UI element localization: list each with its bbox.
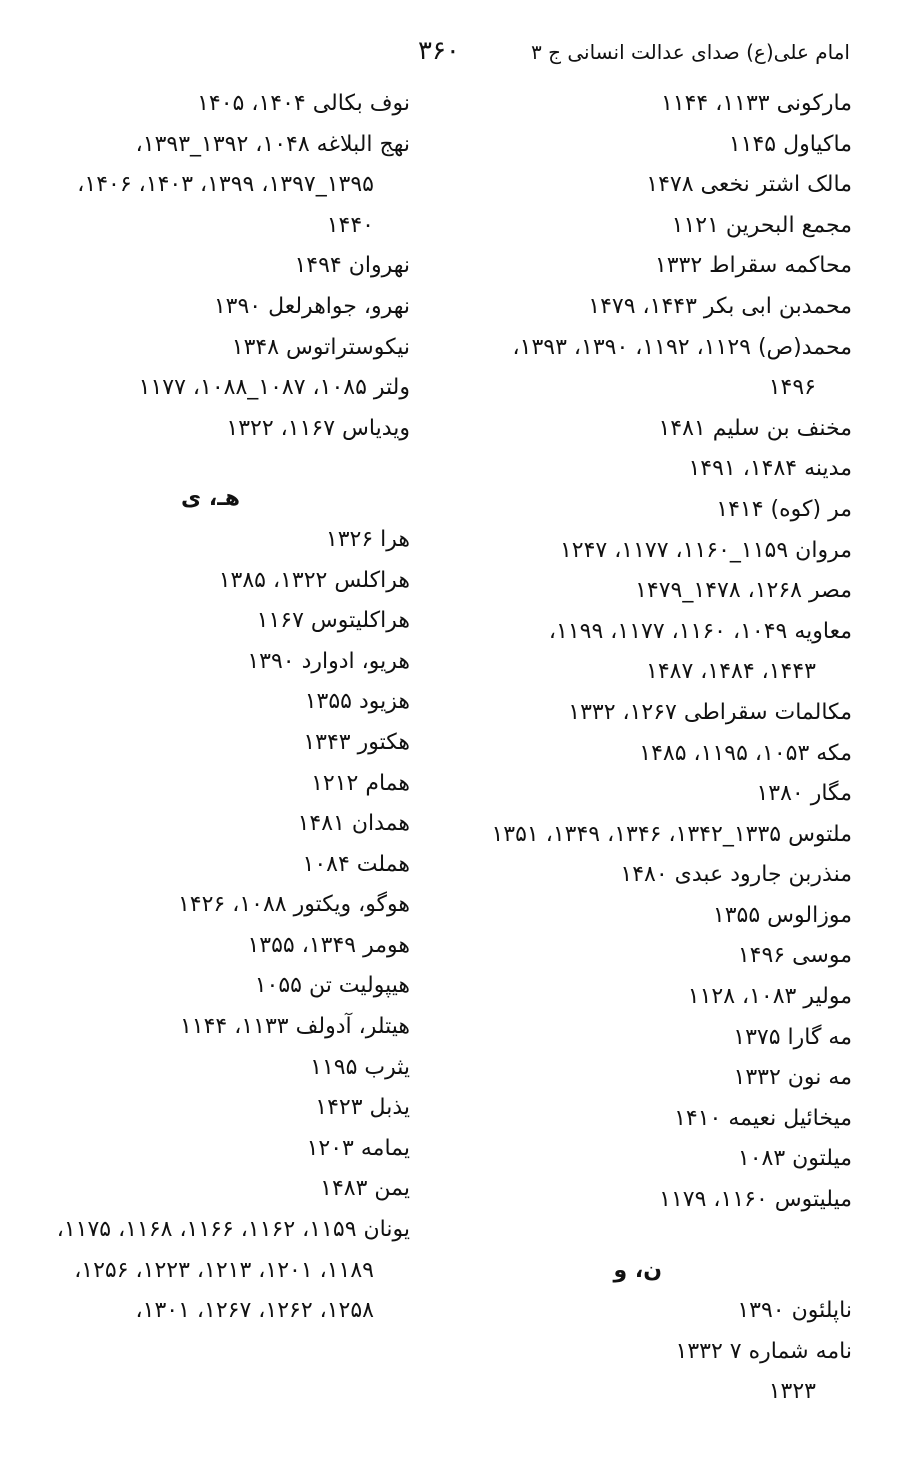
index-entry-continuation: ۱۴۹۶ [768,375,816,401]
index-entry: هیتلر، آدولف ۱۱۳۳، ۱۱۴۴ [179,1014,410,1040]
index-entry: مکه ۱۰۵۳، ۱۱۹۵، ۱۴۸۵ [639,740,852,766]
index-entry: مصر ۱۲۶۸، ۱۴۷۸_۱۴۷۹ [635,578,852,604]
index-entry: موزالوس ۱۳۵۵ [712,902,852,928]
index-entry: هملت ۱۰۸۴ [302,851,410,877]
index-entry-continuation: ۱۴۴۳، ۱۴۸۴، ۱۴۸۷ [646,659,816,685]
index-entry: مکالمات سقراطی ۱۲۶۷، ۱۳۳۲ [568,699,852,725]
index-entry: مگار ۱۳۸۰ [756,781,852,807]
index-entry-continuation: ۱۲۵۸، ۱۲۶۲، ۱۲۶۷، ۱۳۰۱، [135,1298,374,1324]
index-entry: هریو، ادوارد ۱۳۹۰ [247,648,410,674]
index-entry: موسی ۱۴۹۶ [737,943,852,969]
index-entry-continuation: ۱۱۸۹، ۱۲۰۱، ۱۲۱۳، ۱۲۲۳، ۱۲۵۶، [74,1257,374,1283]
index-entry: مالک اشتر نخعی ۱۴۷۸ [646,172,852,198]
page-header [0,36,900,76]
index-entry: یمن ۱۴۸۳ [320,1176,410,1202]
index-entry: ناپلئون ۱۳۹۰ [737,1298,852,1324]
index-entry: نامه شماره ۷ ۱۳۳۲ [675,1338,852,1364]
index-entry: منذربن جارود عبدی ۱۴۸۰ [620,862,852,888]
index-entry: مدینه ۱۴۸۴، ۱۴۹۱ [688,456,852,482]
index-entry: مه نون ۱۳۳۲ [733,1065,852,1091]
index-entry: هومر ۱۳۴۹، ۱۳۵۵ [247,932,410,958]
index-entry: هزیود ۱۳۵۵ [304,689,410,715]
index-entry: یونان ۱۱۵۹، ۱۱۶۲، ۱۱۶۶، ۱۱۶۸، ۱۱۷۵، [56,1217,410,1243]
index-entry: یثرب ۱۱۹۵ [310,1054,410,1080]
index-entry: نوف بکالی ۱۴۰۴، ۱۴۰۵ [197,91,410,116]
index-entry: ولتر ۱۰۸۵، ۱۰۸۷_۱۰۸۸، ۱۱۷۷ [138,375,410,401]
index-entry: نهرو، جواهرلعل ۱۳۹۰ [213,293,410,319]
index-entry: نهروان ۱۴۹۴ [294,253,410,279]
index-entry: نهج البلاغه ۱۰۴۸، ۱۳۹۲_۱۳۹۳، [135,131,410,157]
index-entry: محمدبن ابی بکر ۱۴۴۳، ۱۴۷۹ [588,293,852,319]
running-title: امام علی(ع) صدای عدالت انسانی ج ۳ [530,40,850,64]
index-entry: نیکوستراتوس ۱۳۴۸ [231,334,410,360]
index-entry: میلتون ۱۰۸۳ [737,1146,852,1172]
index-entry: هوگو، ویکتور ۱۰۸۸، ۱۴۲۶ [177,892,410,918]
index-entry: هراکلس ۱۳۲۲، ۱۳۸۵ [218,567,410,593]
index-entry: یمامه ۱۲۰۳ [306,1135,410,1161]
index-entry: هراکلیتوس ۱۱۶۷ [256,608,410,634]
index-entry: محمد(ص) ۱۱۲۹، ۱۱۹۲، ۱۳۹۰، ۱۳۹۳، [512,334,852,360]
index-entry-continuation: ۱۳۲۳ [768,1379,816,1405]
index-column-left [30,84,410,1332]
index-entry: مه گارا ۱۳۷۵ [733,1024,852,1050]
index-entry: همدان ۱۴۸۱ [297,811,410,837]
index-entry: مر (کوه) ۱۴۱۴ [716,496,852,522]
index-entry-continuation: ۱۳۹۵_۱۳۹۷، ۱۳۹۹، ۱۴۰۳، ۱۴۰۶، [77,172,374,198]
index-entry: معاویه ۱۰۴۹، ۱۱۶۰، ۱۱۷۷، ۱۱۹۹، [548,618,852,644]
index-entry: ملتوس ۱۳۳۵_۱۳۴۲، ۱۳۴۶، ۱۳۴۹، ۱۳۵۱ [491,821,852,847]
index-entry: مروان ۱۱۵۹_۱۱۶۰، ۱۱۷۷، ۱۲۴۷ [559,537,852,563]
index-entry: هکتور ۱۳۴۳ [303,729,410,755]
index-entry: ماکیاول ۱۱۴۵ [728,131,852,157]
index-entry: محاکمه سقراط ۱۳۳۲ [654,253,852,279]
index-entry: مارکونی ۱۱۳۳، ۱۱۴۴ [660,91,852,116]
index-entry: هرا ۱۳۲۶ [325,526,410,552]
index-entry-continuation: ۱۴۴۰ [326,212,374,238]
page-number: ۳۶۰ [418,36,460,66]
index-entry: ویدیاس ۱۱۶۷، ۱۳۲۲ [226,415,410,441]
section-heading-he-ye: هـ، ی [181,486,240,512]
index-column-right [432,84,852,1413]
section-heading-nun-vav: ن، و [613,1257,662,1283]
index-entry: یذبل ۱۴۲۳ [315,1095,410,1121]
index-entry: میخائیل نعیمه ۱۴۱۰ [674,1105,852,1131]
index-entry: هیپولیت تن ۱۰۵۵ [254,973,410,999]
index-entry: میلیتوس ۱۱۶۰، ۱۱۷۹ [659,1187,852,1213]
index-entry: مخنف بن سلیم ۱۴۸۱ [658,415,852,441]
index-entry: مجمع البحرین ۱۱۲۱ [671,212,852,238]
index-entry: مولیر ۱۰۸۳، ۱۱۲۸ [687,984,852,1010]
index-entry: همام ۱۲۱۲ [311,770,410,796]
